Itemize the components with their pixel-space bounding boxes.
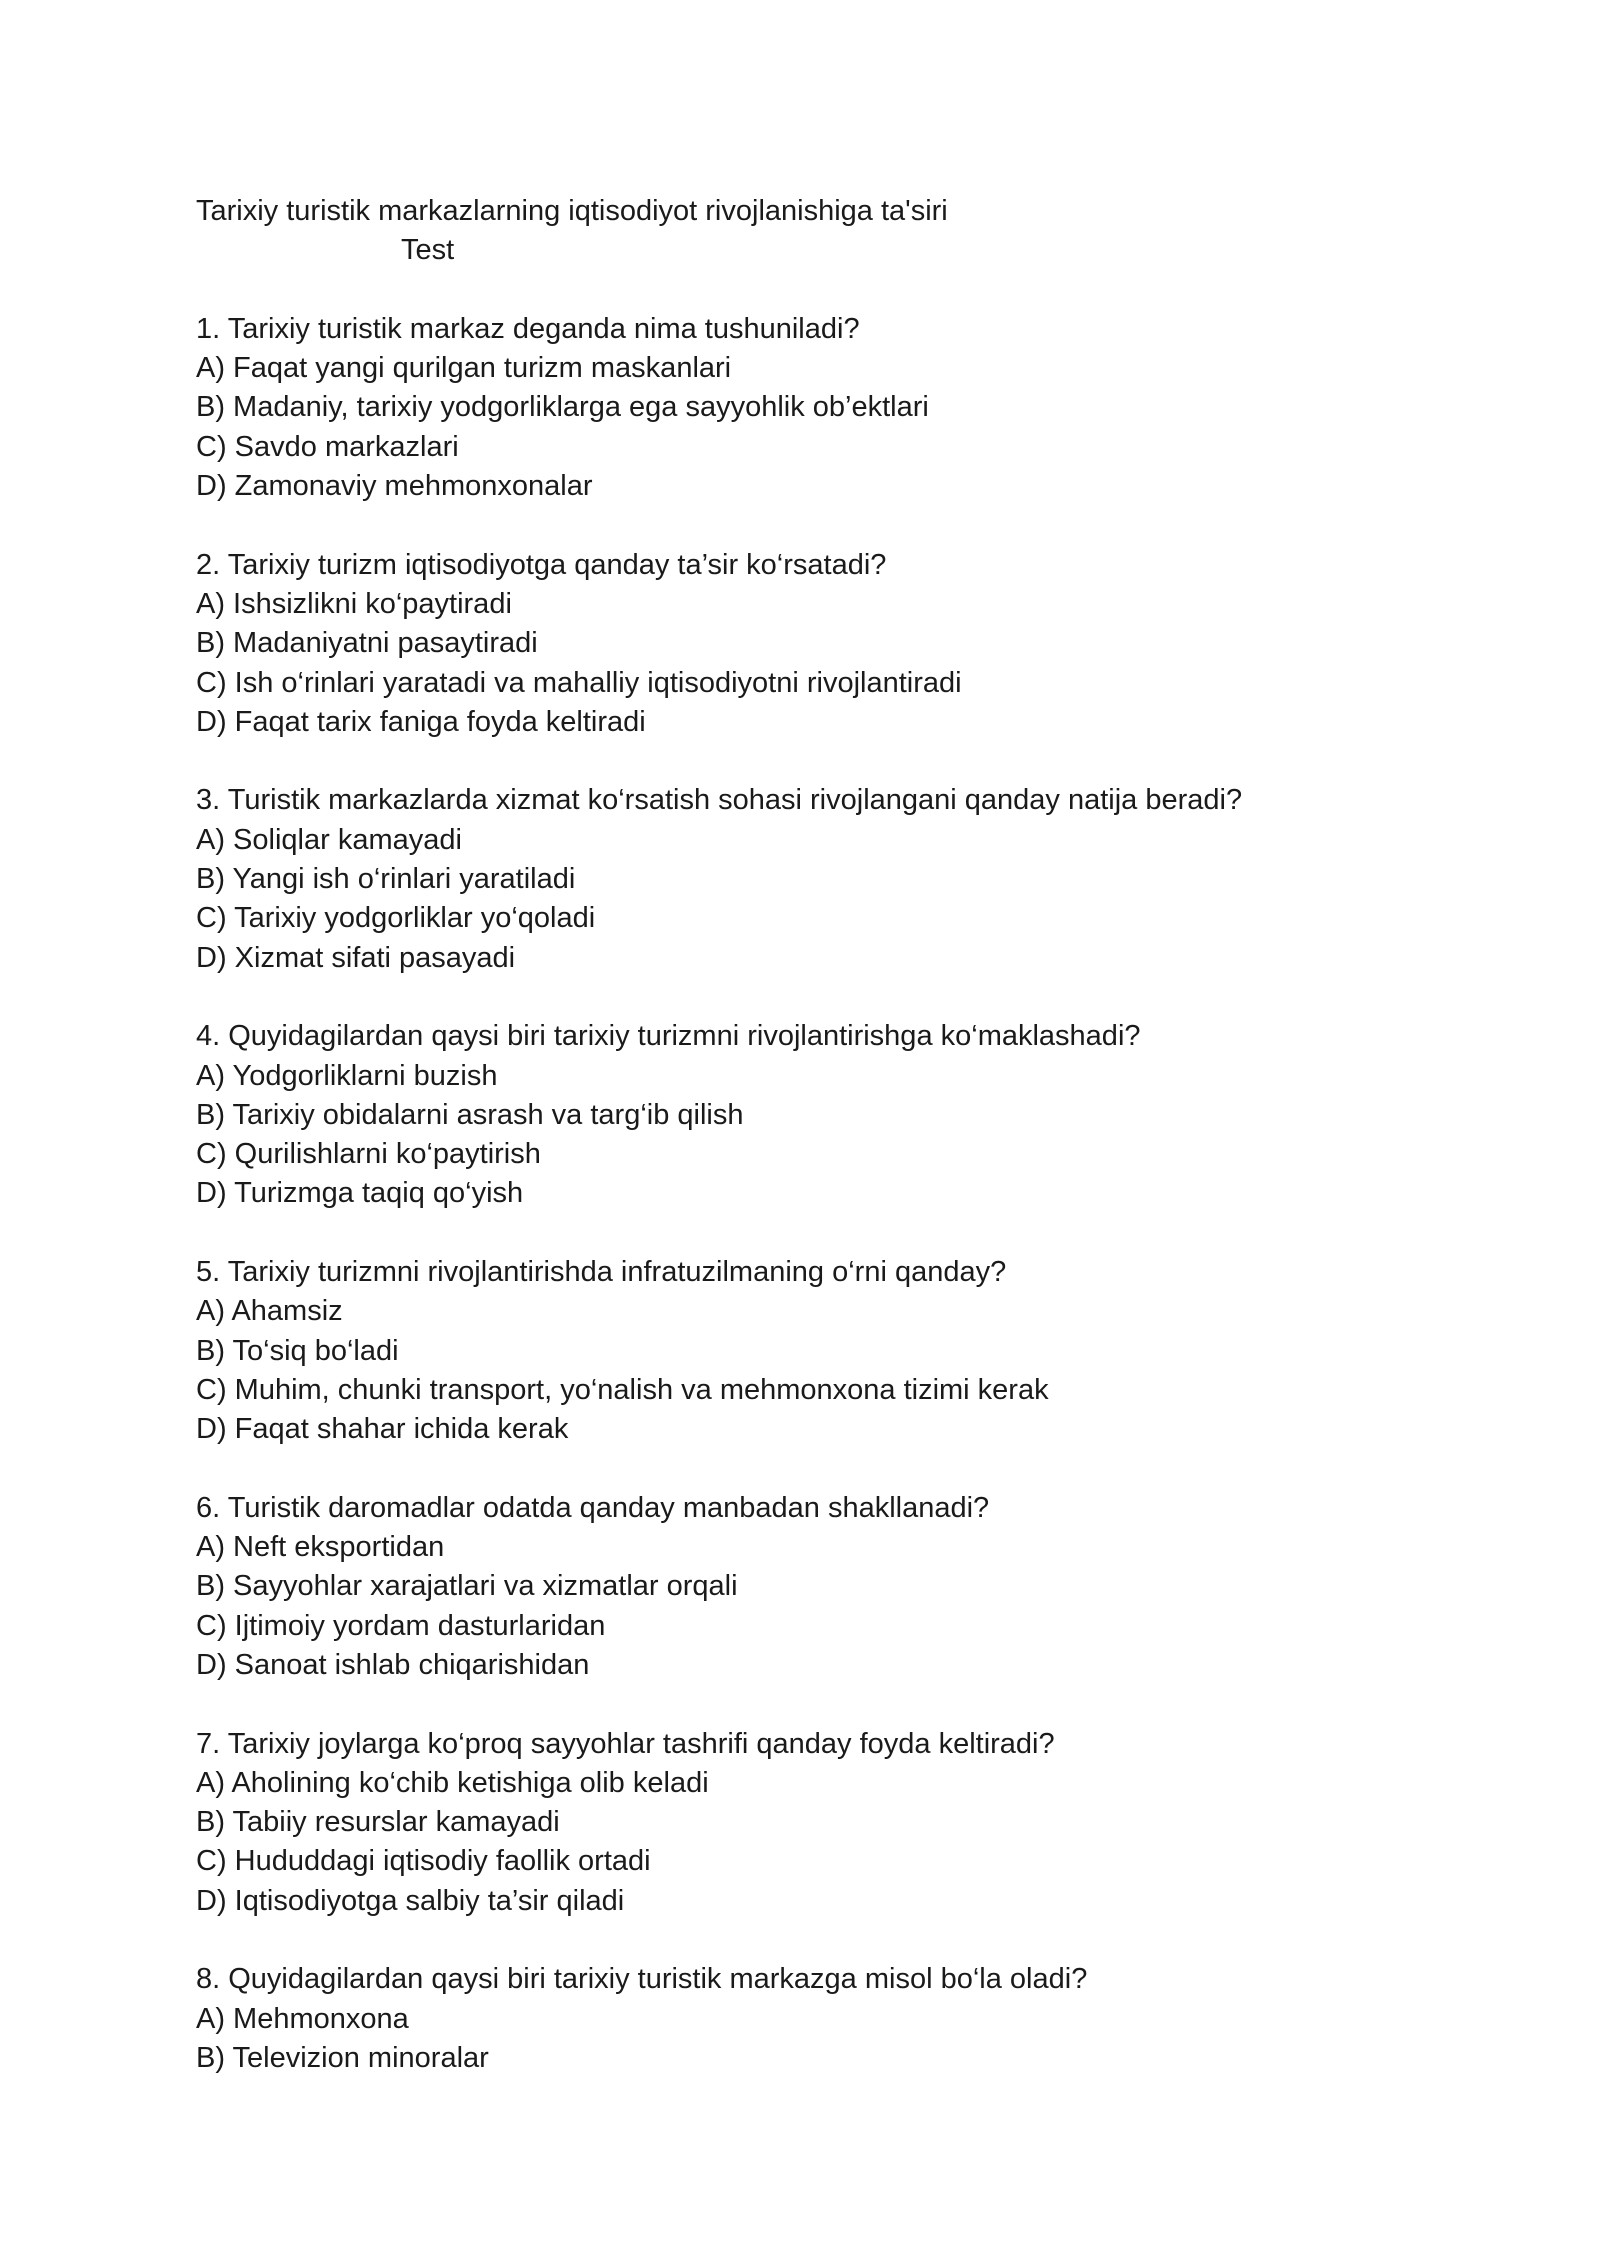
option-a: A) Aholining ko‘chib ketishiga olib keladi: [196, 1766, 709, 1799]
option-c: C) Ijtimoiy yordam dasturlaridan: [196, 1609, 606, 1642]
option-b: B) Tarixiy obidalarni asrash va targ‘ib qilish: [196, 1098, 744, 1131]
option-c: C) Muhim, chunki transport, yo‘nalish va mehmonxona tizimi kerak: [196, 1373, 1049, 1406]
option-d: D) Turizmga taqiq qo‘yish: [196, 1177, 524, 1210]
question-text: 4. Quyidagilardan qaysi biri tarixiy turizmni rivojlantirishga ko‘maklashadi?: [196, 1020, 1141, 1053]
option-d: D) Zamonaviy mehmonxonalar: [196, 470, 593, 503]
question-7: [196, 1725, 1416, 1921]
question-text: 3. Turistik markazlarda xizmat ko‘rsatish sohasi rivojlangani qanday natija beradi?: [196, 784, 1243, 817]
question-text: 5. Tarixiy turizmni rivojlantirishda infratuzilmaning o‘rni qanday?: [196, 1256, 1007, 1289]
option-c: C) Hududdagi iqtisodiy faollik ortadi: [196, 1845, 651, 1878]
question-text: 8. Quyidagilardan qaysi biri tarixiy turistik markazga misol bo‘la oladi?: [196, 1963, 1088, 1996]
option-a: A) Mehmonxona: [196, 2002, 409, 2035]
question-text: 6. Turistik daromadlar odatda qanday manbadan shakllanadi?: [196, 1491, 990, 1524]
option-b: B) Tabiiy resurslar kamayadi: [196, 1806, 560, 1839]
document-subtitle: Test: [401, 234, 455, 267]
option-a: A) Yodgorliklarni buzish: [196, 1059, 498, 1092]
option-c: C) Qurilishlarni ko‘paytirish: [196, 1138, 541, 1171]
option-d: D) Iqtisodiyotga salbiy ta’sir qiladi: [196, 1884, 625, 1917]
option-b: B) Madaniy, tarixiy yodgorliklarga ega sayyohlik ob’ektlari: [196, 391, 929, 424]
option-b: B) Sayyohlar xarajatlari va xizmatlar orqali: [196, 1570, 738, 1603]
option-a: A) Ahamsiz: [196, 1295, 343, 1328]
question-text: 1. Tarixiy turistik markaz deganda nima tushuniladi?: [196, 312, 860, 345]
option-c: C) Savdo markazlari: [196, 430, 459, 463]
option-b: B) Yangi ish o‘rinlari yaratiladi: [196, 863, 576, 896]
option-d: D) Xizmat sifati pasayadi: [196, 941, 516, 974]
question-8: [196, 1960, 1416, 2078]
document-body: [196, 192, 1416, 2118]
option-a: A) Soliqlar kamayadi: [196, 823, 462, 856]
question-1: [196, 310, 1416, 506]
option-a: A) Neft eksportidan: [196, 1531, 445, 1564]
option-c: C) Tarixiy yodgorliklar yo‘qoladi: [196, 902, 596, 935]
question-4: [196, 1017, 1416, 1213]
option-c: C) Ish o‘rinlari yaratadi va mahalliy iqtisodiyotni rivojlantiradi: [196, 666, 962, 699]
question-text: 2. Tarixiy turizm iqtisodiyotga qanday ta’sir ko‘rsatadi?: [196, 548, 887, 581]
spacer: [196, 271, 1416, 310]
option-b: B) To‘siq bo‘ladi: [196, 1334, 399, 1367]
question-6: [196, 1489, 1416, 1685]
question-2: [196, 546, 1416, 742]
question-3: [196, 781, 1416, 977]
option-a: A) Faqat yangi qurilgan turizm maskanlari: [196, 352, 732, 385]
option-b: B) Televizion minoralar: [196, 2041, 489, 2074]
question-5: [196, 1253, 1416, 1449]
option-d: D) Faqat shahar ichida kerak: [196, 1413, 569, 1446]
document-title: Tarixiy turistik markazlarning iqtisodiyot rivojlanishiga ta'siri: [196, 195, 948, 227]
option-b: B) Madaniyatni pasaytiradi: [196, 627, 538, 660]
option-d: D) Sanoat ishlab chiqarishidan: [196, 1648, 590, 1681]
question-text: 7. Tarixiy joylarga ko‘proq sayyohlar tashrifi qanday foyda keltiradi?: [196, 1727, 1055, 1760]
option-a: A) Ishsizlikni ko‘paytiradi: [196, 587, 512, 620]
option-d: D) Faqat tarix faniga foyda keltiradi: [196, 705, 646, 738]
